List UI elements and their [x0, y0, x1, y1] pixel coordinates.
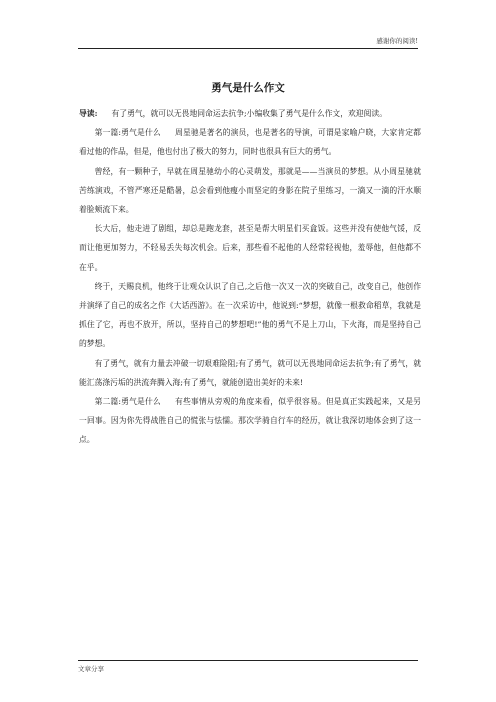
paragraph-text: 长大后，他走进了剧组，却总是跑龙套，甚至是帮大明星们买盒饭。这些并没有使他气馁，反而让他更加努力，不轻易丢失每次机会。后来，那些看不起他的人经常轻视他，羞辱他，但他都不在乎。 [79, 224, 421, 272]
paragraph-text: 终于，天赐良机，他终于让观众认识了自己,之后他一次又一次的突破自己，改变自己，他创作并演绎了自己的成名之作《大话西游》。在一次采访中，他说到:“梦想，就像一根救命稻草，我就是抓住了它，再也不放开，所以，坚持自己的梦想吧!”他的勇气不是上刀山，下火海，而是坚持自己的梦想。 [79, 281, 421, 349]
paragraph-text: 曾经，有一颗种子，早就在周星驰幼小的心灵萌发，那就是——当演员的梦想。从小周星驰就苦练演戏，不管严寒还是酷暑，总会看到他瘦小而坚定的身影在院子里练习，一滴又一滴的汗水顺着脸颊流下来。 [79, 166, 421, 215]
paragraph-4 [79, 277, 421, 354]
page-header [78, 36, 418, 49]
paragraph-2 [79, 162, 421, 220]
paragraph-5 [79, 354, 421, 392]
lead-paragraph [79, 104, 421, 123]
footer-text: 文章分享 [78, 665, 104, 673]
lead-text: 有了勇气，就可以无畏地同命运去抗争;小编收集了勇气是什么作文，欢迎阅读。 [111, 109, 387, 118]
section-heading-1: 第一篇:勇气是什么 [94, 128, 161, 138]
lead-label: 导读: [79, 109, 98, 118]
paragraph-text: 周星驰是著名的演员，也是著名的导演，可谓是家喻户晓，大家肯定都看过他的作品，但是，他也付出了极大的努力，同时也很具有巨大的勇气。 [79, 128, 421, 157]
paragraph-text: 有些事情从旁观的角度来看，似乎很容易。但是真正实践起来，又是另一回事。因为你先得战胜自己的慌张与怯懦。那次学骑自行车的经历，就让我深切地体会到了这一点。 [79, 397, 421, 445]
document-title: 勇气是什么作文 [211, 82, 285, 94]
page-footer [78, 660, 418, 673]
paragraph-3 [79, 219, 421, 277]
section-heading-2: 第二篇:勇气是什么 [94, 397, 161, 407]
paragraph-6 [79, 392, 421, 450]
paragraph-1 [79, 123, 421, 161]
header-text: 感谢你的阅读! [376, 37, 418, 45]
paragraph-text: 有了勇气，就有力量去冲破一切艰难险阻;有了勇气，就可以无畏地同命运去抗争;有了勇气，就能汇荡涤污垢的洪流奔腾入海;有了勇气，就能创造出美好的未来! [79, 358, 421, 387]
article-body [79, 104, 421, 450]
